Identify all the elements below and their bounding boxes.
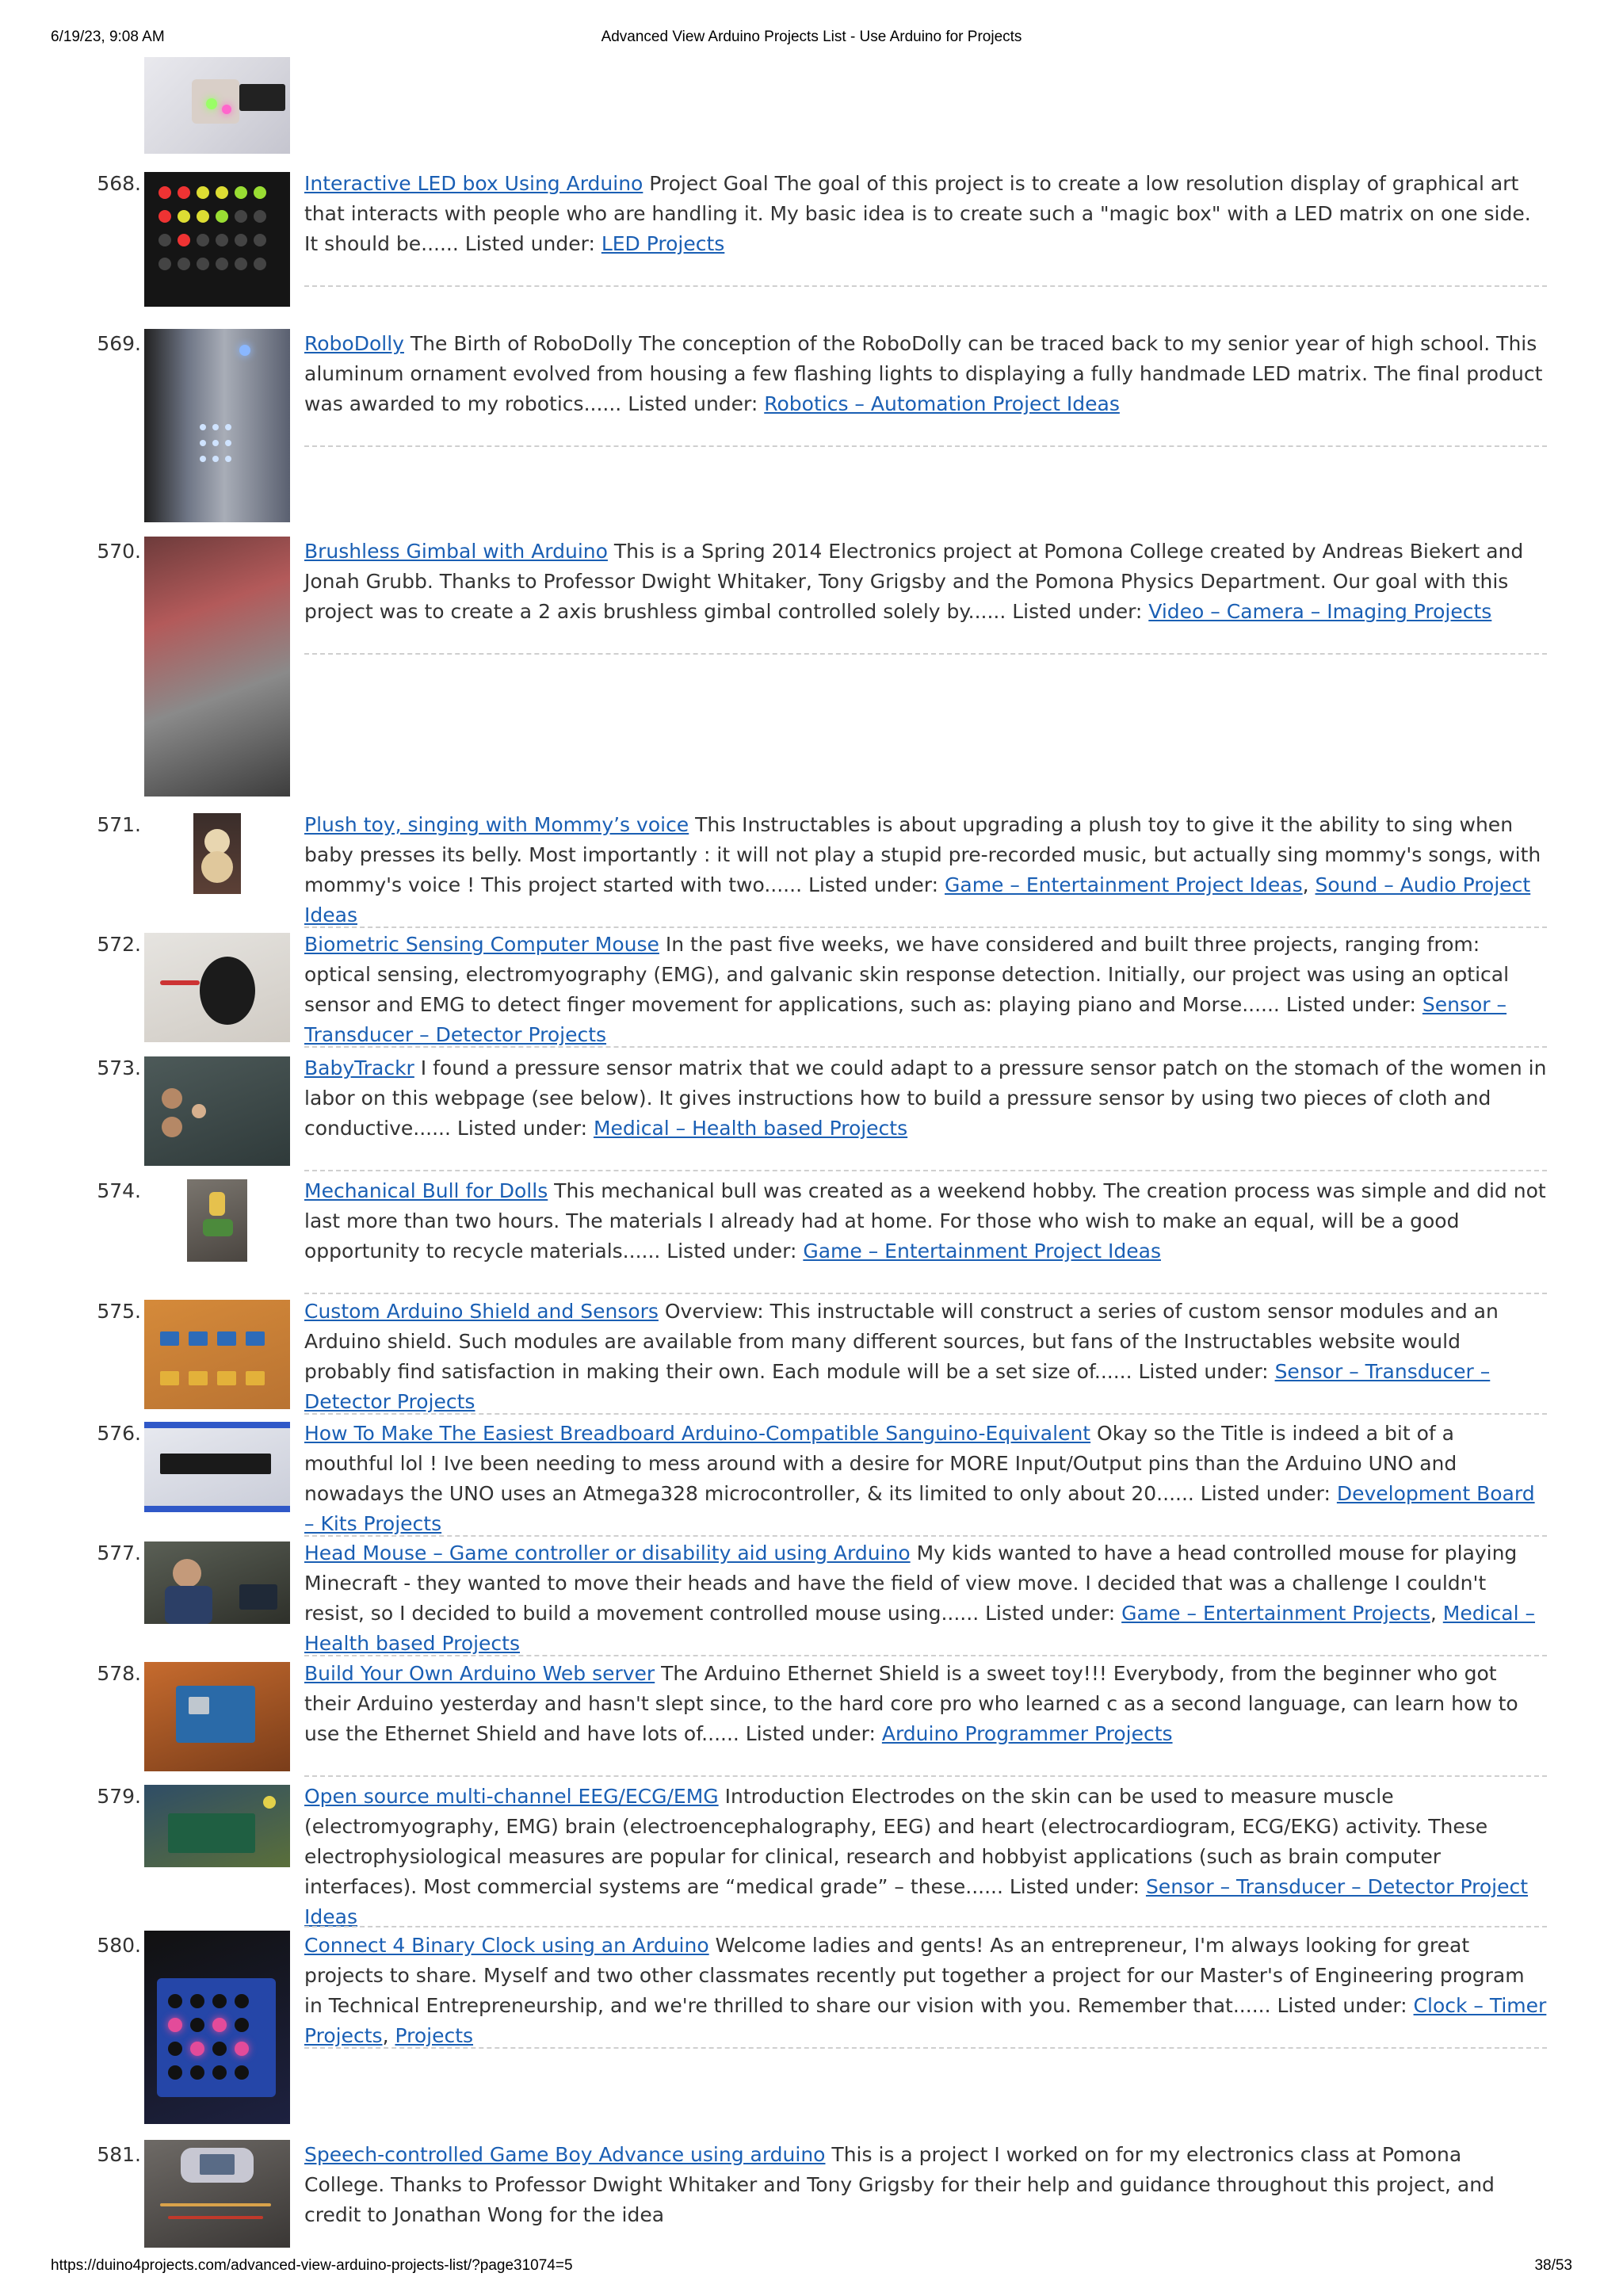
category-link[interactable]: Sensor – Transducer – Detector Projects <box>304 1360 1491 1413</box>
entry-number: 578. <box>97 1662 141 1685</box>
entry-text <box>304 169 1547 259</box>
entry-text <box>304 930 1547 1050</box>
print-datetime: 6/19/23, 9:08 AM <box>51 29 165 45</box>
entry-description: Project Goal The goal of this project is to create a low resolution display of graphical art that interacts with people who are handling it. My basic idea is to create such a "magic box" with a LED matrix on one side. It should be...... Listed under: <box>304 172 1531 255</box>
entry-number: 572. <box>97 933 141 956</box>
entry-number: 570. <box>97 540 141 563</box>
entry-number: 576. <box>97 1422 141 1445</box>
entry-text: Plush toy, singing with Mommy’s voice This Instructables is about upgrading a plush toy to give it the ability to sing when baby presses its belly. Most importantly : it will not play a stupid pre-recorded music, but actually sing mommy's songs, with mommy's voice ! This project started with two...... Listed under: Game – Entertainment Project Ideas, Sound – Audio Project Ideas <box>304 813 1541 926</box>
entry-text <box>304 1659 1547 1749</box>
project-title-link[interactable]: Head Mouse – Game controller or disability aid using Arduino <box>304 1541 911 1564</box>
entry-number: 574. <box>97 1179 141 1202</box>
entry-text <box>304 1053 1547 1144</box>
category-link[interactable]: Medical – Health based Projects <box>593 1117 908 1140</box>
entry-text <box>304 2140 1547 2230</box>
category-link[interactable]: Game – Entertainment Project Ideas <box>945 873 1303 896</box>
entry-thumbnail[interactable] <box>144 1931 290 2124</box>
category-link[interactable]: Arduino Programmer Projects <box>881 1722 1173 1745</box>
entry-divider <box>304 2047 1547 2049</box>
project-title-link[interactable]: Connect 4 Binary Clock using an Arduino <box>304 1934 709 1957</box>
print-page-number: 38/53 <box>1534 2257 1572 2274</box>
project-title-link[interactable]: BabyTrackr <box>304 1056 414 1079</box>
entry-thumbnail[interactable] <box>144 1300 290 1409</box>
entry-description: My kids wanted to have a head controlled mouse for playing Minecraft - they wanted to move their heads and have the field of view move. I decided that was a challenge I couldn't resist, so I decided to build a movement controlled mouse using...... Listed under: <box>304 1541 1518 1625</box>
entry-thumbnail[interactable] <box>187 1179 247 1262</box>
entry-description: Introduction Electrodes on the skin can be used to measure muscle (electromyography, EMG) brain (electroencephalography, EEG) and heart (electrocardiogram, ECG/EKG) activity. These electrophysiological measures are popular for clinical, research and hobbyist applications (such as brain computer interfaces). Most commercial systems are “medical grade” – these...... Listed under: <box>304 1785 1488 1898</box>
entry-thumbnail[interactable] <box>144 1422 290 1512</box>
entry-thumbnail[interactable] <box>144 1662 290 1771</box>
category-link[interactable]: Clock – Timer Projects <box>304 1994 1547 2047</box>
category-link[interactable]: Sensor – Transducer – Detector Project Ideas <box>304 1875 1529 1928</box>
category-link[interactable]: Sound – Audio Project Ideas <box>304 873 1531 926</box>
entry-thumbnail[interactable] <box>144 329 290 522</box>
entry-divider <box>304 653 1547 655</box>
entry-text <box>304 1297 1547 1417</box>
entry-thumbnail[interactable] <box>144 2140 290 2248</box>
entry-text <box>304 1782 1547 1932</box>
entry-number: 569. <box>97 332 141 355</box>
entry-description: This is a project I worked on for my electronics class at Pomona College. Thanks to Professor Dwight Whitaker and Tony Grigsby for their help and guidance throughout this project, and credit to Jonathan Wong for the idea <box>304 2143 1495 2226</box>
entry-divider <box>304 1535 1547 1537</box>
category-link[interactable]: Video – Camera – Imaging Projects <box>1148 600 1492 623</box>
entry-text: Connect 4 Binary Clock using an Arduino Welcome ladies and gents! As an entrepreneur, I'm always looking for great projects to share. Myself and two other classmates recently put together a project for our Master's of Engineering program in Technical Entrepreneurship, and we're thrilled to share our vision with you. Remember that...... Listed under: Clock – Timer Projects, Projects <box>304 1934 1547 2047</box>
entry-description: This is a Spring 2014 Electronics project at Pomona College created by Andreas Biekert and Jonah Grubb. Thanks to Professor Dwight Whitaker, Tony Grigsby and the Pomona Physics Department. Our goal with this project was to create a 2 axis brushless gimbal controlled solely by...... Listed under: <box>304 540 1524 623</box>
entry-thumbnail[interactable] <box>144 1785 290 1867</box>
entry-text <box>304 1419 1547 1539</box>
project-title-link[interactable]: Mechanical Bull for Dolls <box>304 1179 548 1202</box>
entry-description: The Birth of RoboDolly The conception of the RoboDolly can be traced back to my senior year of high school. This aluminum ornament evolved from housing a few flashing lights to displaying a fully handmade LED matrix. The final product was awarded to my robotics...... Listed under: <box>304 332 1543 415</box>
entry-description: This Instructables is about upgrading a plush toy to give it the ability to sing when baby presses its belly. Most importantly : it will not play a stupid pre-recorded music, but actually sing mommy's songs, with mommy's voice ! This project started with two...... Listed under: <box>304 813 1541 896</box>
project-title-link[interactable]: Open source multi-channel EEG/ECG/EMG <box>304 1785 719 1808</box>
entry-number: 581. <box>97 2143 141 2166</box>
project-title-link[interactable]: Interactive LED box Using Arduino <box>304 172 643 195</box>
entry-thumbnail-previous[interactable] <box>144 57 290 154</box>
category-link[interactable]: Robotics – Automation Project Ideas <box>764 392 1120 415</box>
category-link[interactable]: Game – Entertainment Project Ideas <box>803 1240 1161 1263</box>
entry-thumbnail[interactable] <box>193 813 241 894</box>
entry-description: The Arduino Ethernet Shield is a sweet toy!!! Everybody, from the beginner who got their Arduino yesterday and hasn't slept since, to the hard core pro who learned c as a second language, can learn how to use the Ethernet Shield and have lots of...... Listed under: <box>304 1662 1518 1745</box>
entry-description: Welcome ladies and gents! As an entrepreneur, I'm always looking for great projects to share. Myself and two other classmates recently put together a project for our Master's of Engineering program in Technical Entrepreneurship, and we're thrilled to share our vision with you. Remember that...... Listed under: <box>304 1934 1525 2017</box>
print-page-title: Advanced View Arduino Projects List - Use Arduino for Projects <box>601 29 1022 45</box>
project-title-link[interactable]: Biometric Sensing Computer Mouse <box>304 933 659 956</box>
entry-divider <box>304 1170 1547 1171</box>
entry-description: In the past five weeks, we have considered and built three projects, ranging from: optical sensing, electromyography (EMG), and galvanic skin response detection. Initially, our project was using an optical sensor and EMG to detect finger movement for applications, such as: playing piano and Morse...... Listed under: <box>304 933 1510 1016</box>
entry-number: 577. <box>97 1541 141 1564</box>
entry-divider <box>304 445 1547 447</box>
entry-text <box>304 537 1547 627</box>
entry-number: 575. <box>97 1300 141 1323</box>
entry-number: 573. <box>97 1056 141 1079</box>
entry-divider <box>304 926 1547 928</box>
entry-text: Head Mouse – Game controller or disability aid using Arduino My kids wanted to have a head controlled mouse for playing Minecraft - they wanted to move their heads and have the field of view move. I decided that was a challenge I couldn't resist, so I decided to build a movement controlled mouse using...... Listed under: Game – Entertainment Projects, Medical – Health based Projects <box>304 1541 1536 1655</box>
entry-thumbnail[interactable] <box>144 1541 290 1624</box>
entry-number: 579. <box>97 1785 141 1808</box>
entry-number: 580. <box>97 1934 141 1957</box>
project-title-link[interactable]: Speech-controlled Game Boy Advance using arduino <box>304 2143 826 2166</box>
entry-description: This mechanical bull was created as a weekend hobby. The creation process was simple and did not last more than two hours. The materials I already had at home. For those who wish to make an equal, will be a good opportunity to recycle materials...... Listed under: <box>304 1179 1546 1263</box>
entry-thumbnail[interactable] <box>144 1056 290 1166</box>
entry-number: 571. <box>97 813 141 836</box>
category-link[interactable]: Projects <box>395 2024 474 2047</box>
project-title-link[interactable]: RoboDolly <box>304 332 404 355</box>
entry-divider <box>304 1413 1547 1415</box>
entry-divider <box>304 1775 1547 1777</box>
entry-description: I found a pressure sensor matrix that we could adapt to a pressure sensor patch on the stomach of the women in labor on this webpage (see below). It gives instructions how to build a pressure sensor by using two pieces of cloth and conductive...... Listed under: <box>304 1056 1547 1140</box>
project-title-link[interactable]: How To Make The Easiest Breadboard Arduino-Compatible Sanguino-Equivalent <box>304 1422 1091 1445</box>
entry-thumbnail[interactable] <box>144 172 290 307</box>
entry-divider <box>304 1293 1547 1294</box>
category-link[interactable]: Medical – Health based Projects <box>304 1602 1536 1655</box>
project-title-link[interactable]: Custom Arduino Shield and Sensors <box>304 1300 659 1323</box>
entry-number: 568. <box>97 172 141 195</box>
print-url: https://duino4projects.com/advanced-view-arduino-projects-list/?page31074=5 <box>51 2257 573 2274</box>
entry-description: Overview: This instructable will construct a series of custom sensor modules and an Arduino shield. Such modules are available from many different sources, but fans of the Instructables website would probably find satisfaction in making their own. Each module will be a set size of...... Listed under: <box>304 1300 1499 1383</box>
project-title-link[interactable]: Plush toy, singing with Mommy’s voice <box>304 813 689 836</box>
entry-text <box>304 329 1547 419</box>
entry-divider <box>304 285 1547 287</box>
entry-divider <box>304 1926 1547 1927</box>
entry-divider <box>304 1655 1547 1656</box>
entry-description: Okay so the Title is indeed a bit of a mouthful lol ! Ive been needing to mess around with a desire for MORE Input/Output pins than the Arduino UNO and nowadays the UNO uses an Atmega328 microcontroller, & its limited to only about 20...... Listed under: <box>304 1422 1457 1505</box>
project-title-link[interactable]: Build Your Own Arduino Web server <box>304 1662 655 1685</box>
project-title-link[interactable]: Brushless Gimbal with Arduino <box>304 540 608 563</box>
entry-thumbnail[interactable] <box>144 933 290 1042</box>
entry-text <box>304 1176 1547 1266</box>
category-link[interactable]: Game – Entertainment Projects <box>1121 1602 1430 1625</box>
category-link[interactable]: LED Projects <box>601 232 725 255</box>
entry-thumbnail[interactable] <box>144 537 290 797</box>
category-link[interactable]: Sensor – Transducer – Detector Projects <box>304 993 1507 1046</box>
entry-divider <box>304 1046 1547 1048</box>
category-link[interactable]: Development Board – Kits Projects <box>304 1482 1535 1535</box>
